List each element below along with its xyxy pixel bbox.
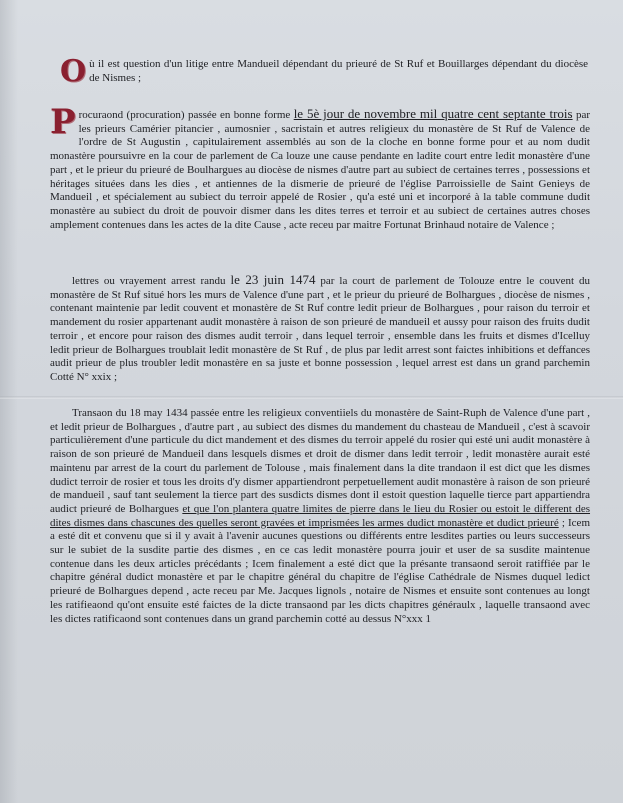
arrest-text-b: par la court de parlement de Tolouze entre le couvent du monastère de St Ruf situé hors les murs de Valence d'une part , et le prieur du prieuré de Bolhargues , diocèse de nismes , contenant maintenie par ledit couvent et monastère de St Ruf contre ledit prieur de Bolhargues , pour raison du terroir et mandement du rosier appartenant audit monastère à raison de son prieuré de mandueil et aussy pour raison des fruits dudit terroir , et encore pour raison des dismes audit terroir , dans lequel terroir , ensemble dans les fruits et dismes d'Icelluy ledit prieur de Bolhargues troublait ledit monastère de St Ruf , de plus par ledit arrest sont faictes inhibitions et deffances audit prieur de plus troubler ledit monastère en sa juste et bonne possession , lequel arrest est dans un grand parchemin Cotté N° xxix ; <box>50 275 590 383</box>
page-fold <box>0 396 623 399</box>
arrest-date: le 23 juin 1474 <box>230 272 316 287</box>
procuration-text-b: par les prieurs Camérier pitancier , aumosnier , sacristain et autres religieux du monastère de St Ruf de Valence de l'ordre de St Augustin , capitulairement assemblés au son de la cloche en bonne forme pour et au nom dudit monastère poursuivre en la cour de parlement de Ca louze une cause pendante en ladite court entre ledit monastère d'une part , et le prieur du prieuré de Boulhargues au diocèse de nismes d'autre part au subiect de certaines terres , possessions et héritages situées dans les dies , et antiennes de la dismerie de prieuré de l'église Parroissielle de Saint Genieys de Mandueil , et spécialement au subiect du terroir appelé de Rosier , qu'a esté uni et incorporé à la table commune dudit monastère au subiect du droit de pouvoir dismer dans les dites terres et terroir et au subiect de certaines autres choses amplement contenues dans les actes de la dite Cause , acte receu par maitre Fortunat Brinhaud notaire de Valence ; <box>50 109 590 231</box>
procuration-text-a: rocuraond (procuration) passée en bonne forme <box>78 109 294 121</box>
paragraph-procuration <box>50 102 590 232</box>
paragraph-arrest <box>50 273 590 385</box>
paragraph-litige <box>60 54 588 89</box>
page-shadow <box>0 0 18 803</box>
paragraph-litige-text: ù il est question d'un litige entre Mandueil dépendant du prieuré de St Ruf et Bouillarges dépendant du diocèse de Nismes ; <box>89 58 588 84</box>
procuration-date: le 5è jour de novembre mil quatre cent septante trois <box>293 106 573 121</box>
transaon-underlined: et que l'on plantera quatre limites de pierre dans le lieu du Rosier ou estoit le different des dites dismes dans chascunes des quelles seront gravées et imprismées les armes dudict monastère et dudict prieuré <box>50 502 591 529</box>
transaon-text-b: ; Icem a esté dit et convenu que si il y avait à l'avenir aucunes questions ou différents entre lesdites parties ou leurs successeurs sur le subiet de la susdite partie des dismes , en ce cas ledit monastère pourra jouir et user de sa susdite maintenue contenue dans les deux articles précédants ; Icem finalement a esté dict que la présante transaond seroit ratiffiée par le chapitre général dudict monastère et par le chapitre général du chapitre de l'église Cathédrale de Nismes duquel ledict prieuré de Bolhargues depend , acte receu par Me. Jacques lignols , notaire de Nismes et ensuite sont contenues au longt les ratifieaond qu'ont ensuite esté faictes de la dicte transaond par les dicts chapitres généraulx , laquelle transaond avec les dictes ratificaond sont contenues dans un grand parchemin cotté au dessus N°xxx 1 <box>50 516 590 625</box>
illuminated-initial-p: P <box>50 102 76 142</box>
transaon-text-a: Transaon du 18 may 1434 passée entre les religieux conventiiels du monastère de Saint-Ruph de Valence d'une part , et ledit prieur de Bolhargues , d'autre part , au subiect des dismes du mandement du chasteau de Mandueil , c'est à scavoir particulièrement d'une particule du dict mandement et des dismes du terroir appelé du rosier qui esté uni audit monastère à raison de son prieuré de Mandueil dans lesquels dismes et droit de dismer dans ledit terroir , ledit monastère aurait esté maintenu par arrest de la court du parlement de Tolouse , mais finalement dans la dite trandaon il est dict que les dismes dudict terroir de rosier et tous les droits d'y dismer appartiendront perpetuellement audit monastère à raison de son prieuré de mandueil , sauf tant seulement la tierce part des susdicts dismes dont il estoit question laquelle tierce part appartiendra audict prieuré de Bolhargues <box>50 407 590 515</box>
paragraph-transaon <box>50 407 590 626</box>
illuminated-initial-o: O <box>60 54 87 89</box>
arrest-text-a: lettres ou vrayement arrest randu <box>72 275 231 287</box>
